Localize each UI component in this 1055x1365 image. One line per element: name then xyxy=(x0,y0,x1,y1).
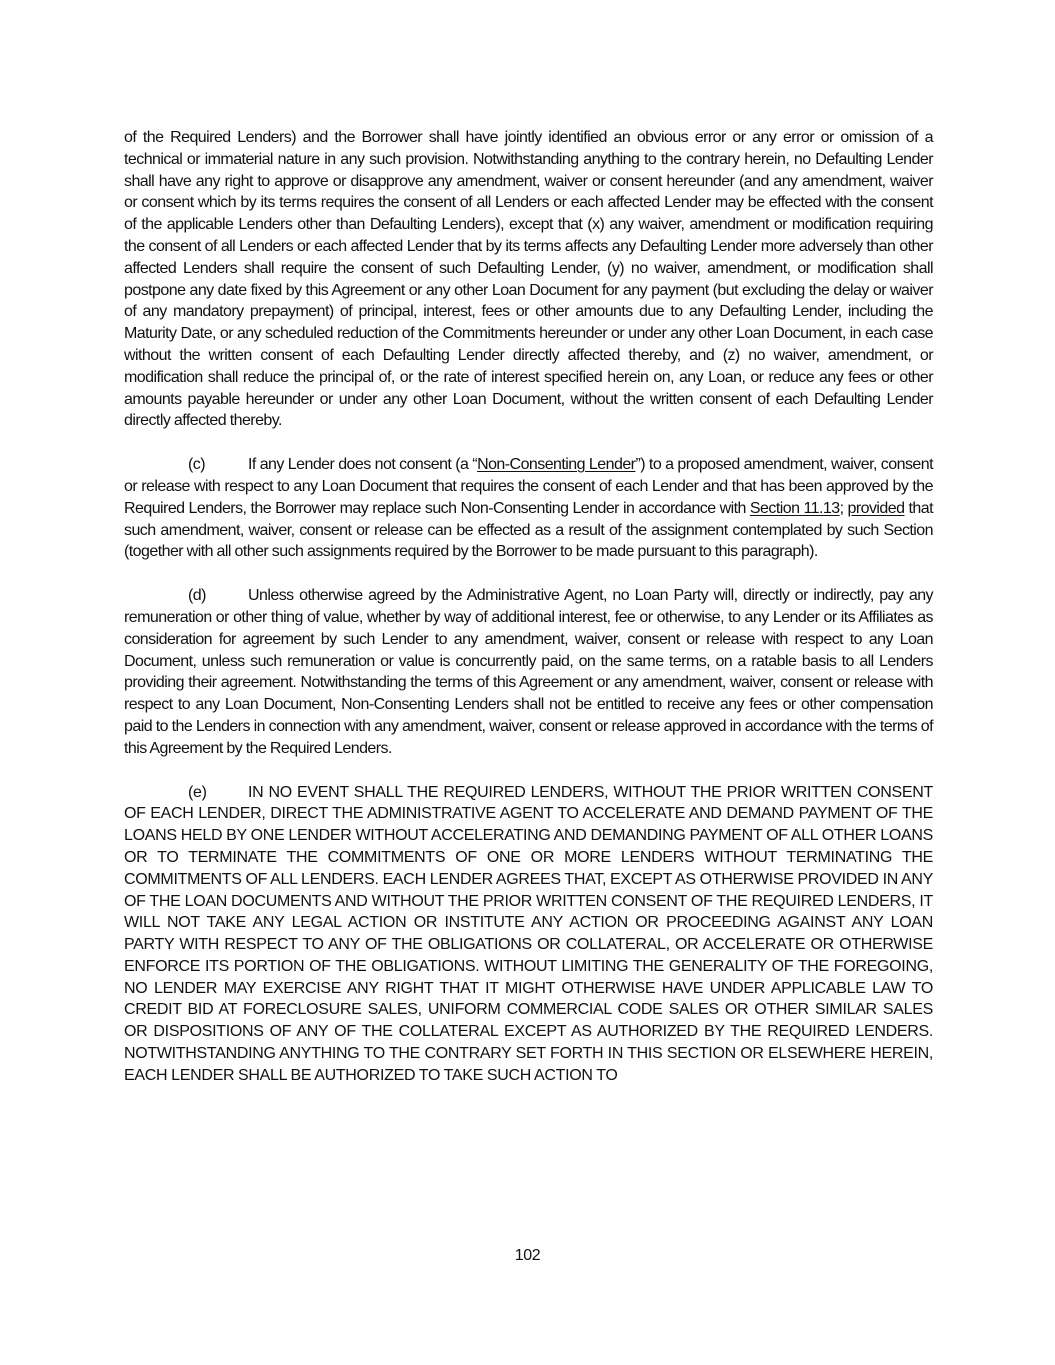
paragraph-d-label: (d) xyxy=(188,587,206,605)
paragraph-c-text-3: ; xyxy=(839,499,848,517)
paragraph-e-label: (e) xyxy=(188,783,207,801)
provided-term: provided xyxy=(847,499,905,517)
paragraph-b-text: of the Required Lenders) and the Borrower shall have jointly identified an obvious error or any error or omission of a technical or immaterial nature in any such provision. Notwithstanding anything to the contrary herein, no Defaulting Lender shall have any right to approve or disapprove any amendment, waiver or consent hereunder (and any amendment, waiver or consent which by its terms requires the consent of all Lenders or each affected Lender may be effected with the consent of the applicable Lenders other than Defaulting Lenders), except that (x) any waiver, amendment or modification requiring the consent of all Lenders or each affected Lender that by its terms affects any Defaulting Lender more adversely than other affected Lenders shall require the consent of such Defaulting Lender, (y) no waiver, amendment, or modification shall postpone any date fixed by this Agreement or any other Loan Document for any payment (but excluding the delay or waiver of any mandatory prepayment) of principal, interest, fees or other amounts due to any Defaulting Lender, including the Maturity Date, or any scheduled reduction of the Commitments hereunder or under any other Loan Document, in each case without the written consent of each Defaulting Lender directly affected thereby, and (z) no waiver, amendment, or modification shall reduce the principal of, or the rate of interest specified herein on, any Loan, or reduce any fees or other amounts payable hereunder or under any other Loan Document, without the written consent of each Defaulting Lender directly affected thereby. xyxy=(124,129,933,430)
paragraph-c-text-1: If any Lender does not consent (a “ xyxy=(248,456,478,474)
paragraph-c-text-2: ”) to a proposed amendment, waiver, consent or release with respect to any Loan Document that requires the consent of each Lender and that has been approved by the Required Lenders, the Borrower may replace such Non-Consenting Lender in accordance with xyxy=(124,456,934,517)
section-reference-link: Section 11.13 xyxy=(749,499,840,517)
document-page xyxy=(124,127,933,1109)
paragraph-e xyxy=(124,782,933,1087)
page-number: 102 xyxy=(514,1247,541,1264)
paragraph-d-text: Unless otherwise agreed by the Administrative Agent, no Loan Party will, directly or indirectly, pay any remuneration or other thing of value, whether by way of additional interest, fee or otherwise, to any Lender or its Affiliates as consideration for agreement by such Lender to any amendment, waiver, consent or release with respect to any Loan Document, unless such remuneration or value is concurrently paid, on the same terms, on a ratable basis to all Lenders providing their agreement. Notwithstanding the terms of this Agreement or any amendment, waiver, consent or release with respect to any Loan Document, Non-Consenting Lenders shall not be entitled to receive any fees or other compensation paid to the Lenders in connection with any amendment, waiver, consent or release approved in accordance with the terms of this Agreement by the Required Lenders. xyxy=(124,587,933,757)
paragraph-c-label: (c) xyxy=(188,456,206,474)
paragraph-c xyxy=(124,454,933,563)
paragraph-e-text: IN NO EVENT SHALL THE REQUIRED LENDERS, WITHOUT THE PRIOR WRITTEN CONSENT OF EACH LENDER, DIRECT THE ADMINISTRATIVE AGENT TO ACCELERATE AND DEMAND PAYMENT OF THE LOANS HELD BY ONE LENDER WITHOUT ACCELERATING AND DEMANDING PAYMENT OF ALL OTHER LOANS OR TO TERMINATE THE COMMITMENTS OF ONE OR MORE LENDERS WITHOUT TERMINATING THE COMMITMENTS OF ALL LENDERS. EACH LENDER AGREES THAT, EXCEPT AS OTHERWISE PROVIDED IN ANY OF THE LOAN DOCUMENTS AND WITHOUT THE PRIOR WRITTEN CONSENT OF THE REQUIRED LENDERS, IT WILL NOT TAKE ANY LEGAL ACTION OR INSTITUTE ANY ACTION OR PROCEEDING AGAINST ANY LOAN PARTY WITH RESPECT TO ANY OF THE OBLIGATIONS OR COLLATERAL, OR ACCELERATE OR OTHERWISE ENFORCE ITS PORTION OF THE OBLIGATIONS. WITHOUT LIMITING THE GENERALITY OF THE FOREGOING, NO LENDER MAY EXERCISE ANY RIGHT THAT IT MIGHT OTHERWISE HAVE UNDER APPLICABLE LAW TO CREDIT BID AT FORECLOSURE SALES, UNIFORM COMMERCIAL CODE SALES OR OTHER SIMILAR SALES OR DISPOSITIONS OF ANY OF THE COLLATERAL EXCEPT AS AUTHORIZED BY THE REQUIRED LENDERS. NOTWITHSTANDING ANYTHING TO THE CONTRARY SET FORTH IN THIS SECTION OR ELSEWHERE HEREIN, EACH LENDER SHALL BE AUTHORIZED TO TAKE SUCH ACTION TO xyxy=(124,783,933,1084)
paragraph-d xyxy=(124,585,933,759)
paragraph-c-text-4: that such amendment, waiver, consent or release can be effected as a result of the assignment contemplated by such Section (together with all other such assignments required by the Borrower to be made pursuant to this paragraph). xyxy=(124,499,933,561)
paragraph-b-continuation xyxy=(124,127,933,432)
defined-term-non-consenting-lender: Non-Consenting Lender xyxy=(477,456,636,474)
